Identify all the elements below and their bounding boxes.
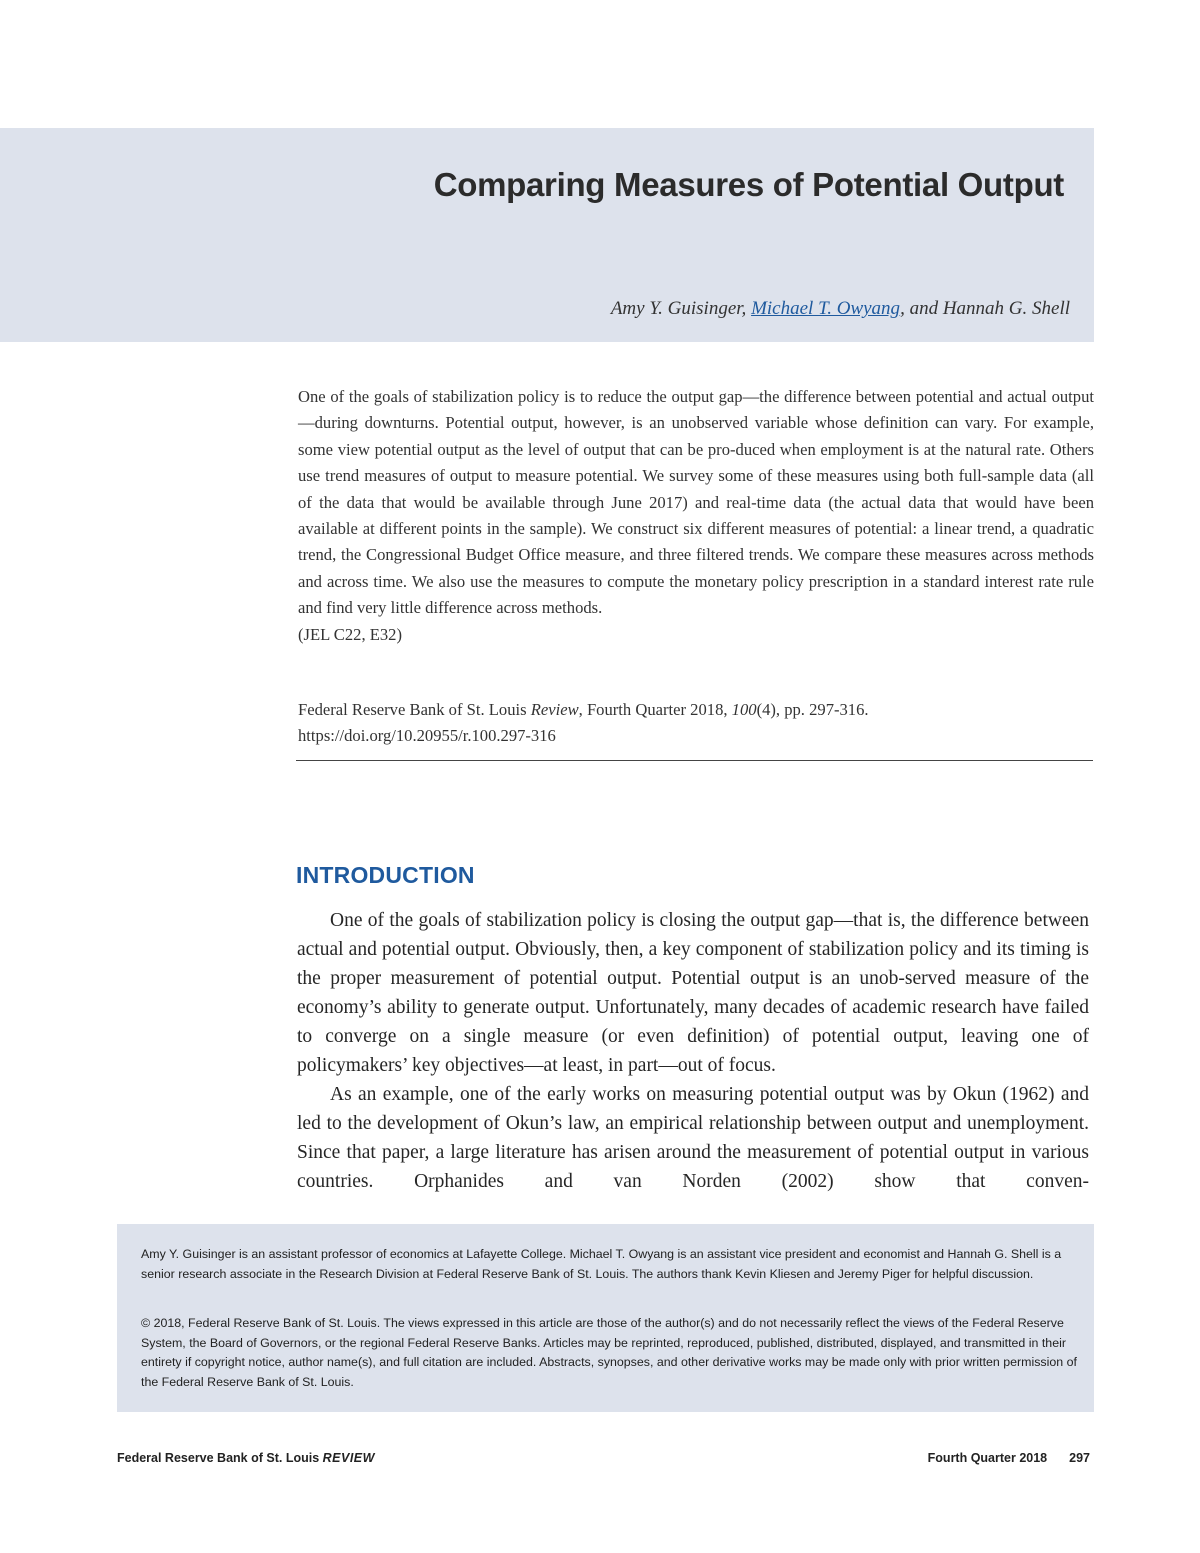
footer-journal <box>117 1451 375 1465</box>
citation-prefix: Federal Reserve Bank of St. Louis <box>298 700 531 719</box>
author-notes-box <box>117 1224 1094 1412</box>
footer-publisher: Federal Reserve Bank of St. Louis <box>117 1451 323 1465</box>
abstract <box>298 384 1094 648</box>
author-owyang-link[interactable]: Michael T. Owyang <box>751 298 901 319</box>
author-affiliation-note: Amy Y. Guisinger is an assistant professor of economics at Lafayette College. Michael T. Owyang is an assistant vice president and economist and Hannah G. Shell is a senior research associate in the Research Division at Federal Reserve Bank of St. Louis. The authors thank Kevin Kliesen and Jeremy Piger for helpful discussion. <box>141 1247 1062 1281</box>
article-title: Comparing Measures of Potential Output <box>433 166 1064 203</box>
intro-paragraph-1: One of the goals of stabilization policy is closing the output gap—that is, the difference between actual and potential output. Obviously, then, a key component of stabilization policy and its timing is the proper measurement of potential output. Potential output is an unob-served measure of the economy’s ability to generate output. Unfortunately, many decades of academic research have failed to converge on a single measure (or even definition) of potential output, leaving one of policymakers’ key objectives—at least, in part—out of focus. <box>297 910 1089 1076</box>
abstract-text: One of the goals of stabilization policy is to reduce the output gap—the difference between potential and actual output—during downturns. Potential output, however, is an unobserved variable whose definition can vary. For example, some view potential output as the level of output that can be pro-duced when employment is at the natural rate. Others use trend measures of output to measure potential. We survey some of these measures using both full-sample data (all of the data that would be available through June 2017) and real-time data (the actual data that would have been available at different points in the sample). We construct six different measures of potential: a linear trend, a quadratic trend, the Congressional Budget Office measure, and three filtered trends. We compare these measures across methods and across time. We also use the measures to compute the monetary policy prescription in a standard interest rate rule and find very little difference across methods. <box>298 387 1094 618</box>
footer-issue <box>928 1451 1090 1465</box>
citation-suffix: (4), pp. 297-316. <box>756 700 869 719</box>
title-band <box>0 128 1094 342</box>
citation <box>298 697 1094 750</box>
citation-middle: , Fourth Quarter 2018, <box>578 700 732 719</box>
page-number: 297 <box>1069 1451 1090 1465</box>
intro-paragraph-2: As an example, one of the early works on measuring potential output was by Okun (1962) and led to the development of Okun’s law, an empirical relationship between output and unemployment. Since that paper, a large literature has arisen around the measurement of potential output in various countries. Orphanides and van Norden (2002) show that conven- <box>297 1084 1089 1192</box>
section-divider <box>296 760 1093 761</box>
citation-journal: Review <box>530 700 579 719</box>
doi-link[interactable]: https://doi.org/10.20955/r.100.297-316 <box>298 726 556 746</box>
jel-codes: (JEL C22, E32) <box>298 624 403 644</box>
copyright-note: © 2018, Federal Reserve Bank of St. Louis. The views expressed in this article are those of the author(s) and do not necessarily reflect the views of the Federal Reserve System, the Board of Governors, or the regional Federal Reserve Banks. Articles may be reprinted, reproduced, published, distributed, displayed, and transmitted in their entirety if copyright notice, author name(s), and full citation are included. Abstracts, synopses, and other derivative works may be made only with prior written permission of the Federal Reserve Bank of St. Louis. <box>141 1316 1077 1389</box>
citation-volume: 100 <box>731 700 757 719</box>
author-line <box>611 298 1070 320</box>
footer-review: REVIEW <box>322 1451 375 1465</box>
author-shell: , and Hannah G. Shell <box>900 298 1070 319</box>
footer-quarter: Fourth Quarter 2018 <box>927 1451 1048 1465</box>
section-heading-introduction: INTRODUCTION <box>296 862 475 888</box>
author-guisinger: Amy Y. Guisinger, <box>610 298 752 319</box>
citation-line <box>298 697 1094 723</box>
introduction-body <box>297 906 1089 1196</box>
